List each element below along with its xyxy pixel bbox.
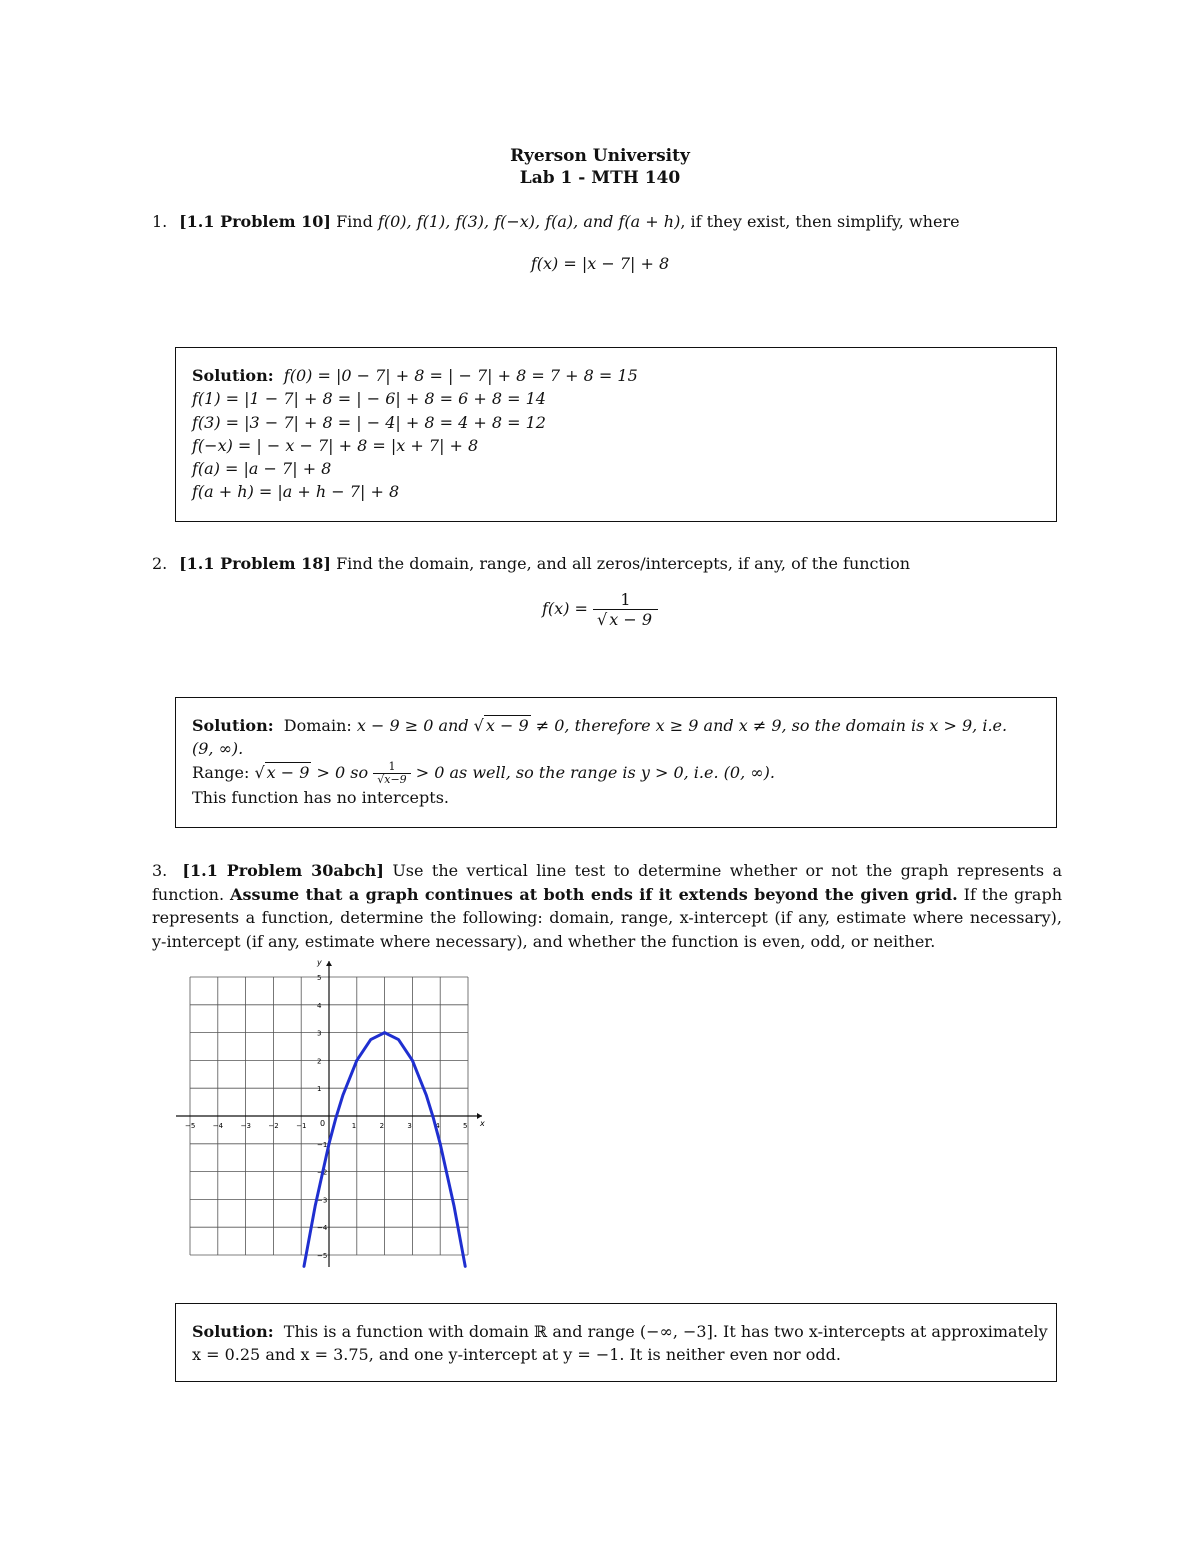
x-tick-label: −3 (240, 1122, 251, 1130)
problem-1-prompt-a: Find (336, 212, 378, 231)
solution-line: f(0) = |0 − 7| + 8 = | − 7| + 8 = 7 + 8 = 15 (283, 366, 638, 385)
solution-line: f(1) = |1 − 7| + 8 = | − 6| + 8 = 6 + 8 = 14 (192, 389, 546, 409)
problem-2-prompt: Find the domain, range, and all zeros/intercepts, if any, of the function (336, 554, 910, 573)
x-tick-label: −5 (185, 1122, 196, 1130)
problem-3-prompt-1: Use the vertical line test to determine whether or not the graph represents a function. (152, 861, 1063, 904)
graph-axes (176, 961, 482, 1267)
range-text: > 0 as well, so the range is y > 0, i.e. (0, ∞). (415, 762, 775, 782)
problem-1-tag: [1.1 Problem 10] (179, 212, 331, 231)
intercepts-text: This function has no intercepts. (192, 787, 449, 807)
problem-1-number: 1. (152, 212, 168, 231)
y-tick-label: −4 (317, 1224, 328, 1233)
x-tick-label: −4 (212, 1122, 224, 1130)
y-tick-label: −5 (317, 1252, 328, 1260)
problem-1-solution-box (175, 347, 1057, 522)
solution-line: f(−x) = | − x − 7| + 8 = |x + 7| + 8 (192, 435, 479, 455)
x-tick-label: 1 (351, 1122, 357, 1130)
x-tick-label: −1 (296, 1122, 307, 1130)
problem-2-equation: f(x) = $\frac{1}{√ x - 9}$ (0, 590, 1200, 629)
problem-1-equation: f(x) = |x − 7| + 8 (530, 254, 670, 273)
range-label: Range: (192, 762, 250, 782)
equation-fraction: $\frac{1}{√ x - 9}$ (593, 590, 658, 629)
problem-2-number: 2. (152, 554, 168, 573)
solution-label: Solution: (192, 1322, 274, 1341)
y-tick-label: 4 (317, 1001, 322, 1010)
solution-line: f(3) = |3 − 7| + 8 = | − 4| + 8 = 4 + 8 = 12 (192, 412, 546, 432)
solution-label: Solution: (192, 366, 274, 385)
solution-line: This is a function with domain ℝ and range (−∞, −3]. It has two x-intercepts at approximately (283, 1322, 1048, 1341)
problem-3-prompt-2: If the graph represents a function, determine the following: domain, range, x-intercept (if any, estimate where necessary), y-intercept (if any, estimate where necessary), and whether the function is even, odd, or neither. (152, 884, 1063, 951)
x-tick-label: −2 (268, 1122, 279, 1130)
problem-3-tag: [1.1 Problem 30abch] (182, 861, 384, 880)
y-tick-label: 3 (317, 1029, 322, 1038)
range-fraction: $\frac{1}{√x-9}$ (373, 761, 410, 786)
problem-2 (152, 552, 1062, 576)
problem-3-number: 3. (152, 861, 168, 880)
x-axis-label: x (480, 1119, 485, 1128)
parabola-graph (170, 955, 500, 1275)
problem-3 (152, 859, 1062, 953)
domain-text: ≠ 0, therefore x ≥ 9 and x ≠ 9, so the domain is x > 9, i.e. (535, 716, 1008, 735)
y-tick-label: 5 (317, 974, 322, 982)
domain-interval: (9, ∞). (192, 739, 244, 759)
problem-2-solution-box: Solution: Domain: x − 9 ≥ 0 and √ x − 9 ≠ 0, therefore x ≥ 9 and x ≠ 9, so the domain is x > 9, i.e. (9, ∞). Range: √ x − 9 > 0 so $\frac{1}{√x-9}$ > 0 as well, so the range is y > 0, i.e. (0, ∞). This function has no intercepts. (175, 697, 1057, 828)
x-tick-label: 2 (379, 1122, 385, 1130)
problem-3-prompt-bold: Assume that a graph continues at both ends if it extends beyond the given grid. (230, 884, 958, 904)
solution-line: x = 0.25 and x = 3.75, and one y-intercept at y = −1. It is neither even nor odd. (192, 1345, 841, 1365)
problem-1 (152, 210, 1062, 234)
university-title: Ryerson University (510, 146, 690, 166)
domain-label: Domain: (283, 716, 352, 735)
y-tick-label: −3 (317, 1196, 328, 1205)
solution-line: f(a + h) = |a + h − 7| + 8 (192, 482, 400, 502)
solution-line: f(a) = |a − 7| + 8 (192, 459, 332, 479)
graph-tick-labels (185, 974, 467, 1260)
origin-label: 0 (320, 1119, 326, 1128)
x-tick-label: 4 (435, 1122, 440, 1130)
y-tick-label: 1 (317, 1085, 322, 1094)
x-tick-label: 5 (463, 1122, 468, 1130)
y-tick-label: −2 (317, 1168, 328, 1177)
x-tick-label: 3 (407, 1122, 412, 1130)
problem-1-prompt-terms: f(0), f(1), f(3), f(−x), f(a), and f(a + h) (377, 212, 681, 231)
y-tick-label: −1 (317, 1140, 328, 1149)
y-axis-label: y (317, 958, 322, 967)
problem-2-tag: [1.1 Problem 18] (179, 554, 331, 573)
problem-1-prompt-b: , if they exist, then simplify, where (680, 212, 960, 231)
y-axis-arrow (326, 961, 332, 966)
problem-3-solution-box (175, 1303, 1057, 1382)
solution-label: Solution: (192, 716, 274, 735)
y-tick-label: 2 (317, 1057, 322, 1066)
lab-title: Lab 1 - MTH 140 (519, 168, 681, 188)
